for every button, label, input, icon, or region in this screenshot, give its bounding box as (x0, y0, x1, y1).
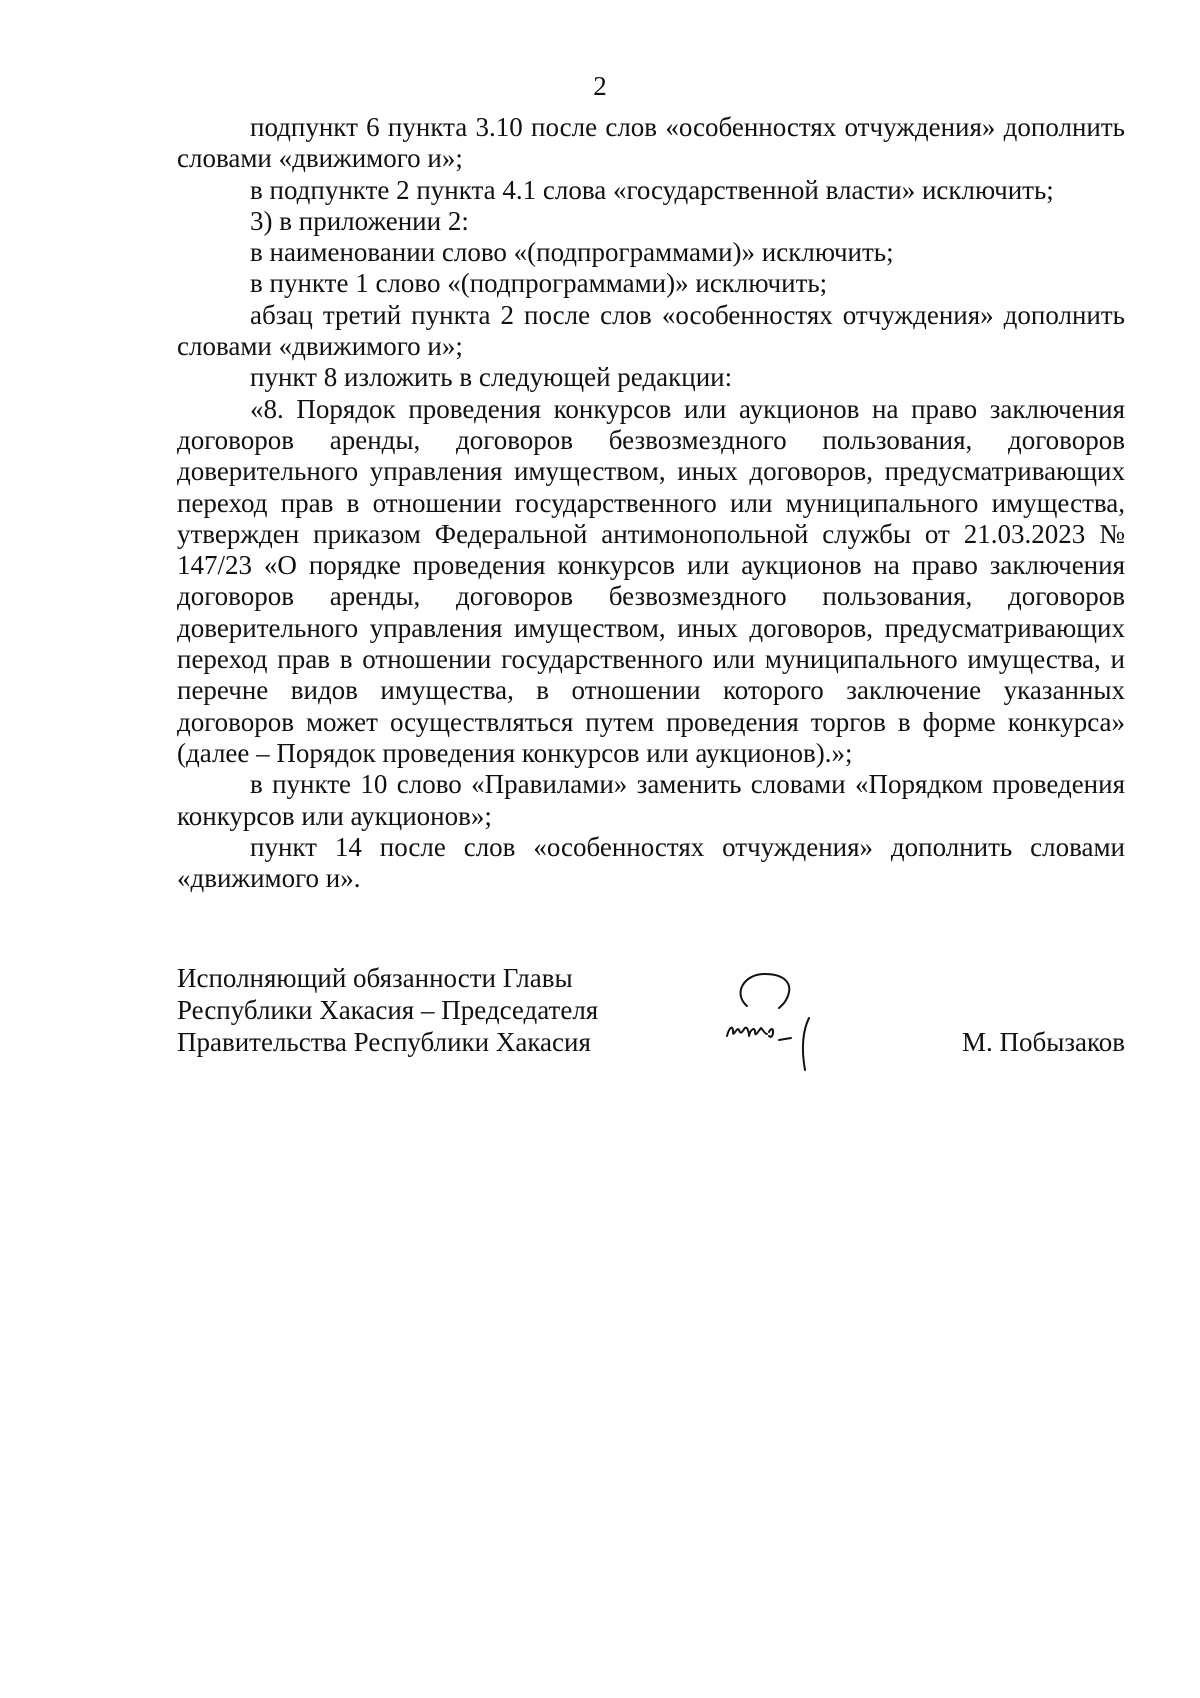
paragraph: подпункт 6 пункта 3.10 после слов «особенностях отчуждения» дополнить словами «движимого и»; (177, 112, 1125, 174)
paragraph: в подпункте 2 пункта 4.1 слова «государственной власти» исключить; (250, 174, 1054, 205)
paragraph: в пункте 1 слово «(подпрограммами)» исключить; (250, 268, 828, 299)
paragraph: пункт 14 после слов «особенностях отчуждения» дополнить словами «движимого и». (177, 831, 1125, 894)
paragraph: 3) в приложении 2: (250, 205, 469, 236)
signer-title (177, 962, 637, 1058)
document-body (177, 112, 1125, 894)
paragraph: в наименовании слово «(подпрограммами)» исключить; (250, 237, 894, 268)
paragraph: в пункте 10 слово «Правилами» заменить словами «Порядком проведения конкурсов или аукционов»; (177, 769, 1125, 831)
signature-block (177, 962, 1125, 1092)
handwritten-signature (725, 968, 845, 1078)
signer-name: М. Побызаков (961, 1027, 1125, 1057)
page-number: 2 (593, 71, 607, 101)
signer-title-line: Исполняющий обязанности Главы (177, 963, 573, 993)
signer-title-line: Правительства Республики Хакасия (177, 1027, 591, 1057)
paragraph: абзац третий пункта 2 после слов «особенностях отчуждения» дополнить словами «движимого и»; (177, 299, 1125, 362)
paragraph: пункт 8 изложить в следующей редакции: (250, 362, 733, 393)
paragraph: «8. Порядок проведения конкурсов или аукционов на право заключения договоров аренды, договоров безвозмездного пользования, договоров доверительного управления имуществом, иных договоров, предусматривающих переход прав в отношении государственного или муниципального имущества, утвержден приказом Федеральной антимонопольной службы от 21.03.2023 № 147/23 «О порядке проведения конкурсов или аукционов на право заключения договоров аренды, договоров безвозмездного пользования, договоров доверительного управления имуществом, иных договоров, предусматривающих переход прав в отношении государственного или муниципального имущества, и перечне видов имущества, в отношении которого заключение указанных договоров может осуществляться путем проведения торгов в форме конкурса» (далее – Порядок проведения конкурсов или аукционов).»; (177, 393, 1125, 768)
signer-title-line: Республики Хакасия – Председателя (177, 995, 599, 1025)
